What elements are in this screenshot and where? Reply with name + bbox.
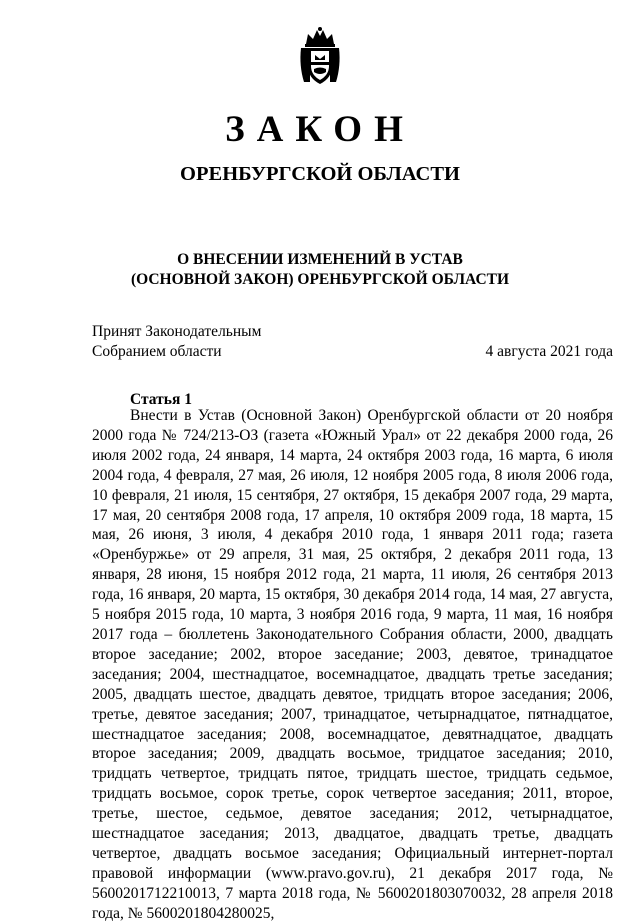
region-title: ОРЕНБУРГСКОЙ ОБЛАСТИ — [180, 163, 460, 185]
article-heading: Статья 1 — [130, 391, 192, 408]
adoption-line-1: Принят Законодательным — [92, 323, 262, 340]
adoption-line-2: Собранием области — [92, 343, 222, 360]
subject-line-2: (ОСНОВНОЙ ЗАКОН) ОРЕНБУРГСКОЙ ОБЛАСТИ — [130, 271, 510, 288]
subject-line-1: О ВНЕСЕНИИ ИЗМЕНЕНИЙ В УСТАВ — [177, 251, 463, 268]
article-body-text: Внести в Устав (Основной Закон) Оренбургской области от 20 ноября 2000 года № 724/213-ОЗ (газета «Южный Урал» от 22 декабря 2000 года, 26 июля 2002 года, 24 января, 14 марта, 24 октября 2003 года, 16 марта, 6 июля 2004 года, 4 февраля, 27 мая, 26 июля, 12 ноября 2005 года, 8 июля 2006 года, 10 февраля, 21 июля, 15 сентября, 27 октября, 15 декабря 2007 года, 29 марта, 17 мая, 20 сентября 2008 года, 17 апреля, 10 октября 2009 года, 18 марта, 15 мая, 26 июня, 3 июля, 4 декабря 2010 года, 1 января 2011 года; газета «Оренбуржье» от 29 апреля, 31 мая, 25 октября, 2 декабря 2011 года, 13 января, 28 июня, 15 ноября 2012 года, 21 марта, 11 июля, 26 сентября 2013 года, 16 января, 20 марта, 15 октября, 30 декабря 2014 года, 14 мая, 27 августа, 5 ноября 2015 года, 10 марта, 3 ноября 2016 года, 9 марта, 11 мая, 16 ноября 2017 года – бюллетень Законодательного Собрания области, 2000, двадцать второе заседание; 2002, второе заседание; 2003, девятое, тринадцатое заседания; 2004, шестнадцатое, восемнадцатое, двадцать третье заседания; 2005, двадцать шестое, двадцать девятое, тридцать второе заседания; 2006, третье, девятое заседания; 2007, тринадцатое, четырнадцатое, пятнадцатое, шестнадцатое заседания; 2008, восемнадцатое, девятнадцатое, двадцать второе заседания; 2009, двадцать восьмое, тридцатое заседания; 2010, тридцать четвертое, тридцать пятое, тридцать шестое, тридцать седьмое, тридцать восьмое, сорок третье, сорок четвертое заседания; 2011, второе, третье, шестое, седьмое, девятое заседания; 2012, четырнадцатое, шестнадцатое заседания; 2013, двадцатое, двадцать третье, двадцать четвертое, двадцать восьмое заседания; Официальный интернет-портал правовой информации (www.pravo.gov.ru), 21 декабря 2017 года, № 5600201712210013, 7 марта 2018 года, № 5600201803070032, 28 апреля 2018 года, № 5600201804280025, — [92, 407, 613, 922]
document-title: ЗАКОН — [225, 109, 415, 150]
law-subject — [0, 250, 640, 290]
coat-of-arms-icon — [298, 26, 342, 88]
adoption-info — [92, 322, 261, 362]
adoption-date: 4 августа 2021 года — [485, 343, 613, 360]
